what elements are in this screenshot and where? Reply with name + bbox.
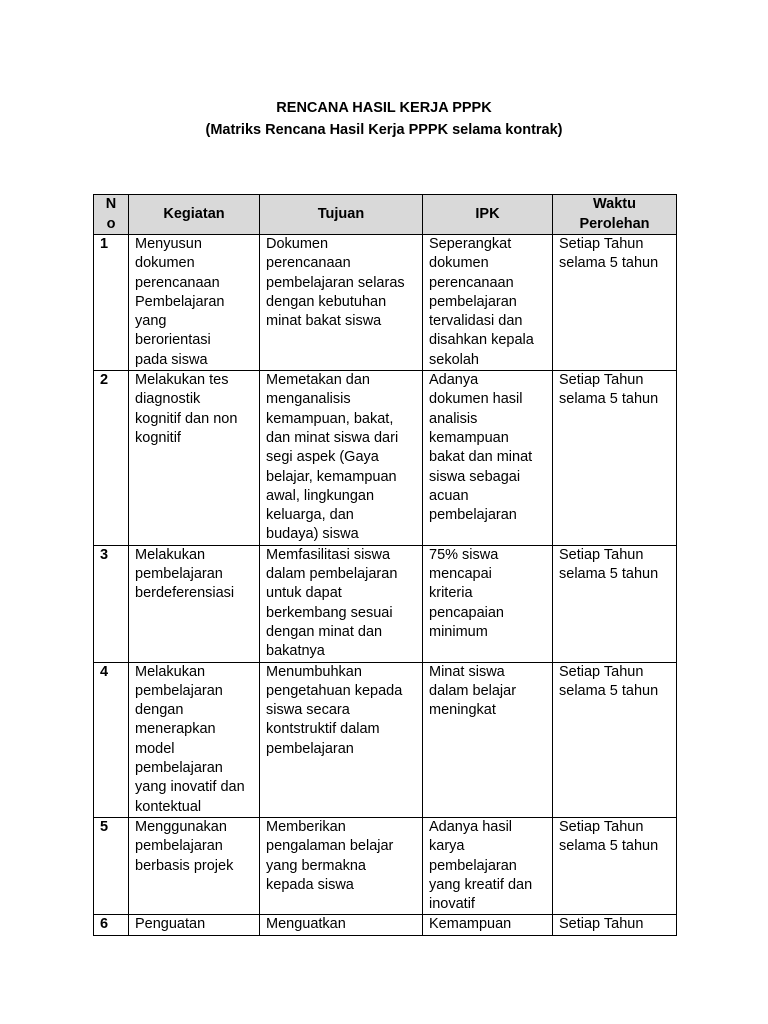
cell-waktu-perolehan (553, 235, 677, 371)
table-row (94, 545, 677, 662)
cell-text-line: dokumen hasil (429, 391, 523, 408)
cell-text-line: kepada siswa (266, 876, 354, 893)
cell-text-line: pembelajaran (266, 740, 354, 757)
cell-text-line: berorientasi (135, 332, 211, 349)
cell-text-line: karya (429, 838, 465, 855)
cell-text-line: kognitif dan non (135, 410, 238, 427)
cell-text-line: pengalaman belajar (266, 838, 394, 855)
cell-text-line: perencanaan (266, 255, 351, 272)
cell-kegiatan (129, 371, 260, 546)
cell-text-line: yang (135, 313, 167, 330)
table-header-row (94, 195, 677, 235)
table-body (94, 235, 677, 936)
cell-text-line: analisis (429, 410, 478, 427)
cell-text-line: pembelajaran (135, 760, 223, 777)
cell-no: 6 (94, 915, 129, 935)
cell-text-line: disahkan kepala (429, 332, 534, 349)
cell-text-line: Pembelajaran (135, 293, 225, 310)
cell-text-line: Dokumen (266, 236, 329, 252)
cell-text-line: Kemampuan (429, 916, 512, 933)
cell-tujuan (260, 545, 423, 662)
cell-text-line: kontektual (135, 798, 202, 815)
cell-text-line: meningkat (429, 702, 496, 719)
header-no: N o (94, 195, 129, 235)
cell-text-line: Setiap Tahun (559, 372, 644, 389)
cell-text-line: berkembang sesuai (266, 604, 393, 621)
cell-no: 1 (94, 235, 129, 371)
cell-text-line: yang bermakna (266, 857, 366, 874)
cell-text-line: kognitif (135, 429, 181, 446)
table-row (94, 915, 677, 935)
cell-text-line: Memetakan dan (266, 372, 370, 389)
cell-text-line: segi aspek (Gaya (266, 449, 379, 466)
table-row (94, 235, 677, 371)
cell-text-line: pembelajaran (429, 293, 517, 310)
document-title: RENCANA HASIL KERJA PPPK (276, 100, 492, 116)
cell-ipk (423, 662, 553, 817)
cell-kegiatan (129, 545, 260, 662)
cell-text-line: budaya) siswa (266, 526, 359, 543)
cell-kegiatan (129, 817, 260, 914)
cell-text-line: Menguatkan (266, 916, 346, 933)
cell-text-line: selama 5 tahun (559, 838, 659, 855)
cell-text-line: belajar, kemampuan (266, 468, 397, 485)
cell-text-line: dalam belajar (429, 682, 517, 699)
cell-waktu-perolehan (553, 545, 677, 662)
cell-text-line: pembelajaran (135, 682, 223, 699)
cell-text-line: mencapai (429, 566, 492, 583)
cell-text-line: menerapkan (135, 721, 216, 738)
cell-text-line: pembelajaran (429, 507, 517, 524)
cell-text-line: Menumbuhkan (266, 663, 362, 680)
header-kegiatan: Kegiatan (129, 195, 260, 235)
cell-ipk (423, 235, 553, 371)
cell-kegiatan (129, 235, 260, 371)
cell-text-line: pengetahuan kepada (266, 682, 403, 699)
cell-text-line: minimum (429, 623, 488, 640)
cell-text-line: selama 5 tahun (559, 255, 659, 272)
cell-text-line: untuk dapat (266, 585, 342, 602)
cell-tujuan (260, 817, 423, 914)
cell-text-line: Setiap Tahun (559, 546, 644, 563)
cell-text-line: model (135, 740, 175, 757)
cell-text-line: kontstruktif dalam (266, 721, 380, 738)
cell-text-line: bakat dan minat (429, 449, 533, 466)
rhk-matrix-table (93, 194, 677, 936)
cell-text-line: Menggunakan (135, 818, 227, 835)
cell-text-line: selama 5 tahun (559, 682, 659, 699)
cell-text-line: pembelajaran (135, 838, 223, 855)
cell-ipk (423, 371, 553, 546)
cell-text-line: Melakukan (135, 546, 206, 563)
cell-text-line: selama 5 tahun (559, 391, 659, 408)
cell-text-line: berdeferensiasi (135, 585, 235, 602)
cell-text-line: menganalisis (266, 391, 351, 408)
cell-text-line: siswa secara (266, 702, 350, 719)
cell-waktu-perolehan (553, 371, 677, 546)
cell-text-line: perencanaan (429, 274, 514, 291)
cell-ipk (423, 915, 553, 935)
cell-text-line: dengan kebutuhan (266, 293, 387, 310)
cell-text-line: Melakukan (135, 663, 206, 680)
cell-text-line: dokumen (429, 255, 489, 272)
cell-text-line: 75% siswa (429, 546, 499, 563)
cell-text-line: dengan (135, 702, 184, 719)
cell-no: 4 (94, 662, 129, 817)
cell-text-line: selama 5 tahun (559, 566, 659, 583)
cell-text-line: dengan minat dan (266, 623, 383, 640)
cell-text-line: sekolah (429, 351, 479, 368)
table-row (94, 371, 677, 546)
cell-tujuan (260, 235, 423, 371)
header-tujuan: Tujuan (260, 195, 423, 235)
cell-waktu-perolehan (553, 662, 677, 817)
header-waktu-perolehan: Waktu Perolehan (553, 195, 677, 235)
cell-text-line: Menyusun (135, 236, 202, 252)
cell-no: 3 (94, 545, 129, 662)
cell-text-line: Penguatan (135, 916, 206, 933)
cell-text-line: kriteria (429, 585, 473, 602)
cell-tujuan (260, 915, 423, 935)
cell-text-line: tervalidasi dan (429, 313, 523, 330)
cell-text-line: Memberikan (266, 818, 346, 835)
cell-ipk (423, 545, 553, 662)
cell-text-line: Setiap Tahun (559, 236, 644, 252)
cell-text-line: keluarga, dan (266, 507, 354, 524)
cell-text-line: berbasis projek (135, 857, 234, 874)
cell-text-line: Adanya hasil (429, 818, 513, 835)
cell-text-line: Setiap Tahun (559, 818, 644, 835)
cell-text-line: awal, lingkungan (266, 487, 375, 504)
cell-tujuan (260, 371, 423, 546)
cell-text-line: Seperangkat (429, 236, 512, 252)
cell-text-line: diagnostik (135, 391, 201, 408)
cell-text-line: inovatif (429, 896, 475, 913)
cell-text-line: Setiap Tahun (559, 916, 644, 933)
cell-text-line: Minat siswa (429, 663, 505, 680)
cell-text-line: pembelajaran selaras (266, 274, 405, 291)
cell-text-line: dokumen (135, 255, 195, 272)
cell-text-line: Setiap Tahun (559, 663, 644, 680)
document-subtitle: (Matriks Rencana Hasil Kerja PPPK selama kontrak) (205, 122, 563, 138)
cell-text-line: Adanya (429, 372, 479, 389)
table-row (94, 662, 677, 817)
table-row (94, 817, 677, 914)
cell-text-line: acuan (429, 487, 469, 504)
cell-text-line: perencanaan (135, 274, 220, 291)
cell-text-line: dalam pembelajaran (266, 566, 398, 583)
cell-waktu-perolehan (553, 915, 677, 935)
cell-text-line: Melakukan tes (135, 372, 229, 389)
cell-text-line: pembelajaran (135, 566, 223, 583)
cell-text-line: yang inovatif dan (135, 779, 245, 796)
cell-no: 5 (94, 817, 129, 914)
cell-ipk (423, 817, 553, 914)
cell-text-line: siswa sebagai (429, 468, 521, 485)
cell-text-line: dan minat siswa dari (266, 429, 399, 446)
cell-kegiatan (129, 662, 260, 817)
cell-text-line: yang kreatif dan (429, 876, 533, 893)
cell-text-line: kemampuan, bakat, (266, 410, 394, 427)
cell-waktu-perolehan (553, 817, 677, 914)
cell-tujuan (260, 662, 423, 817)
cell-kegiatan (129, 915, 260, 935)
cell-text-line: pada siswa (135, 351, 208, 368)
cell-text-line: minat bakat siswa (266, 313, 382, 330)
header-ipk: IPK (423, 195, 553, 235)
cell-text-line: bakatnya (266, 643, 325, 660)
cell-text-line: kemampuan (429, 429, 509, 446)
cell-text-line: Memfasilitasi siswa (266, 546, 391, 563)
cell-text-line: pencapaian (429, 604, 504, 621)
cell-no: 2 (94, 371, 129, 546)
cell-text-line: pembelajaran (429, 857, 517, 874)
